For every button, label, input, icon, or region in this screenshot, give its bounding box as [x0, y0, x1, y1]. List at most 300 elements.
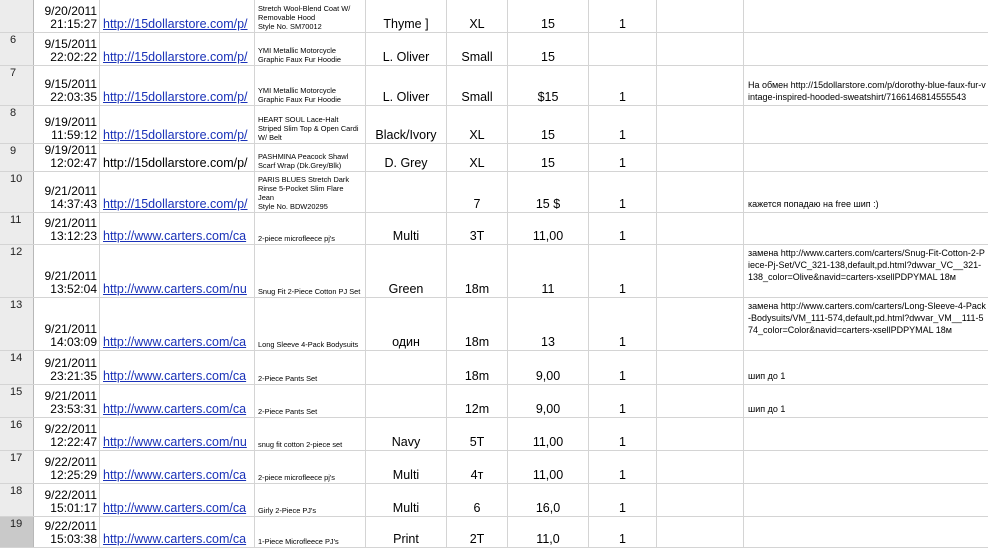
- description-line: 2-piece microfleece pj's: [258, 234, 335, 243]
- empty-cell[interactable]: [657, 172, 744, 212]
- color-text: Print: [393, 532, 419, 546]
- time-text: 22:03:35: [50, 90, 97, 104]
- product-link[interactable]: http://15dollarstore.com/p/: [103, 128, 248, 142]
- size-cell[interactable]: [447, 172, 508, 212]
- price-text: 11: [541, 282, 555, 296]
- description-line: Striped Slim Top & Open Cardi: [258, 124, 359, 133]
- date-text: 9/20/2011: [44, 4, 97, 18]
- row-header[interactable]: [0, 245, 34, 297]
- color-cell[interactable]: [366, 385, 447, 417]
- description-line: Rinse 5-Pocket Slim Flare: [258, 184, 344, 193]
- color-cell[interactable]: [366, 245, 447, 297]
- description-line: Graphic Faux Fur Hoodie: [258, 55, 341, 64]
- quantity-cell[interactable]: [589, 385, 657, 417]
- color-cell[interactable]: [366, 484, 447, 516]
- size-text: 2T: [469, 532, 485, 546]
- row-number: 12: [10, 246, 23, 258]
- timestamp-cell[interactable]: [34, 213, 100, 244]
- product-link[interactable]: http://www.carters.com/ca: [103, 532, 247, 546]
- timestamp-text: [45, 423, 98, 449]
- empty-cell[interactable]: [657, 298, 744, 350]
- description-cell[interactable]: [255, 106, 366, 143]
- timestamp-text: [45, 38, 98, 64]
- empty-cell[interactable]: [657, 484, 744, 516]
- price-cell[interactable]: [508, 298, 589, 350]
- description-cell[interactable]: [255, 66, 366, 105]
- timestamp-cell[interactable]: [34, 0, 100, 32]
- size-cell[interactable]: [447, 213, 508, 244]
- color-text: Multi: [392, 229, 420, 243]
- link-cell[interactable]: [100, 33, 255, 65]
- note-cell[interactable]: [744, 245, 988, 297]
- price-cell[interactable]: [508, 172, 589, 212]
- empty-cell[interactable]: [657, 517, 744, 547]
- description-text: [258, 4, 363, 31]
- size-cell[interactable]: [447, 66, 508, 105]
- row-number: 19: [10, 518, 23, 530]
- price-cell[interactable]: [508, 66, 589, 105]
- table-row: [0, 144, 988, 172]
- timestamp-text: [45, 185, 98, 211]
- row-number: 10: [10, 173, 23, 185]
- empty-cell[interactable]: [657, 351, 744, 384]
- timestamp-cell[interactable]: [34, 385, 100, 417]
- description-line: 1-Piece Microfleece PJ's: [258, 537, 339, 546]
- color-cell[interactable]: [366, 0, 447, 32]
- size-text: 18m: [464, 369, 490, 383]
- size-cell[interactable]: [447, 351, 508, 384]
- timestamp-cell[interactable]: [34, 144, 100, 171]
- description-line: W/ Belt: [258, 133, 282, 142]
- description-line: Removable Hood: [258, 13, 316, 22]
- note-cell[interactable]: [744, 351, 988, 384]
- row-header[interactable]: [0, 33, 34, 65]
- price-text: 11,00: [532, 435, 564, 449]
- color-cell[interactable]: [366, 418, 447, 450]
- price-text: 9,00: [535, 402, 561, 416]
- price-text: 11,0: [536, 532, 560, 546]
- quantity-cell[interactable]: [589, 351, 657, 384]
- description-text: [258, 175, 363, 211]
- price-text: 13: [541, 335, 555, 349]
- description-text: [258, 46, 363, 64]
- empty-cell[interactable]: [657, 451, 744, 483]
- time-text: 12:02:47: [50, 156, 97, 170]
- quantity-cell[interactable]: [589, 172, 657, 212]
- link-cell[interactable]: [100, 213, 255, 244]
- description-cell[interactable]: [255, 484, 366, 516]
- description-text: [258, 287, 363, 296]
- price-text: $15: [537, 90, 559, 104]
- note-cell[interactable]: [744, 213, 988, 244]
- link-cell[interactable]: [100, 517, 255, 547]
- color-text: Navy: [391, 435, 421, 449]
- row-number: 7: [10, 67, 17, 79]
- timestamp-text: [45, 78, 98, 104]
- date-text: 9/22/2011: [44, 488, 97, 502]
- description-text: [258, 440, 363, 449]
- row-header[interactable]: [0, 418, 34, 450]
- quantity-cell[interactable]: [589, 144, 657, 171]
- note-text: кажется попадаю на free шип :): [748, 199, 879, 209]
- description-cell[interactable]: [255, 418, 366, 450]
- color-cell[interactable]: [366, 213, 447, 244]
- timestamp-text: [45, 217, 98, 243]
- date-text: 9/22/2011: [44, 422, 97, 436]
- quantity-text: 1: [619, 90, 626, 104]
- price-text: 15: [541, 50, 555, 64]
- timestamp-text: [45, 5, 98, 31]
- price-text: 16,0: [535, 501, 561, 515]
- note-text: замена http://www.carters.com/carters/Long-Sleeve-4-Pack-Bodysuits/VM_111-574,default,pd.html?dwvar_VM__111-574_color=Color&navid=carters-xsellPDPYMAL 18м: [748, 301, 986, 335]
- date-text: 9/21/2011: [44, 356, 97, 370]
- row-header[interactable]: [0, 351, 34, 384]
- size-text: 4т: [470, 468, 484, 482]
- description-line: YMI Metallic Motorcycle: [258, 46, 337, 55]
- description-line: Girly 2-Piece PJ's: [258, 506, 317, 515]
- description-line: HEART SOUL Lace-Halt: [258, 115, 339, 124]
- color-cell[interactable]: [366, 144, 447, 171]
- size-text: XL: [469, 17, 485, 31]
- table-row: [0, 418, 988, 451]
- product-link[interactable]: http://15dollarstore.com/p/: [103, 50, 248, 64]
- row-header[interactable]: [0, 484, 34, 516]
- note-cell[interactable]: [744, 106, 988, 143]
- color-text: D. Grey: [384, 156, 428, 170]
- quantity-cell[interactable]: [589, 106, 657, 143]
- size-cell[interactable]: [447, 245, 508, 297]
- price-text: 15: [541, 17, 555, 31]
- empty-cell[interactable]: [657, 245, 744, 297]
- price-cell[interactable]: [508, 0, 589, 32]
- description-line: Jean: [258, 193, 275, 202]
- quantity-text: 1: [619, 369, 626, 383]
- product-link[interactable]: http://www.carters.com/nu: [103, 435, 247, 449]
- timestamp-cell[interactable]: [34, 517, 100, 547]
- time-text: 15:01:17: [50, 501, 97, 515]
- quantity-text: 1: [619, 435, 626, 449]
- price-cell[interactable]: [508, 451, 589, 483]
- size-text: Small: [461, 90, 493, 104]
- quantity-cell[interactable]: [589, 213, 657, 244]
- size-text: 5T: [469, 435, 485, 449]
- row-number: 15: [10, 386, 23, 398]
- product-link[interactable]: http://15dollarstore.com/p/: [103, 197, 248, 211]
- description-text: [258, 340, 363, 349]
- product-link[interactable]: http://www.carters.com/ca: [103, 402, 247, 416]
- row-number: 9: [10, 145, 17, 157]
- description-line: Stretch Wool-Blend Coat W/: [258, 4, 351, 13]
- link-cell[interactable]: [100, 451, 255, 483]
- empty-cell[interactable]: [657, 144, 744, 171]
- quantity-text: 1: [619, 128, 626, 142]
- quantity-cell[interactable]: [589, 0, 657, 32]
- color-cell[interactable]: [366, 66, 447, 105]
- size-text: XL: [469, 128, 485, 142]
- product-link[interactable]: http://15dollarstore.com/p/: [103, 156, 248, 170]
- price-cell[interactable]: [508, 106, 589, 143]
- link-cell[interactable]: [100, 484, 255, 516]
- description-cell[interactable]: [255, 298, 366, 350]
- table-row: [0, 484, 988, 517]
- quantity-cell[interactable]: [589, 484, 657, 516]
- empty-cell[interactable]: [657, 418, 744, 450]
- date-text: 9/19/2011: [44, 144, 97, 157]
- empty-cell[interactable]: [657, 106, 744, 143]
- row-header[interactable]: [0, 385, 34, 417]
- note-cell[interactable]: [744, 484, 988, 516]
- row-number: 17: [10, 452, 23, 464]
- price-text: 9,00: [535, 369, 561, 383]
- price-cell[interactable]: [508, 517, 589, 547]
- description-cell[interactable]: [255, 245, 366, 297]
- table-row: [0, 351, 988, 385]
- price-text: 15 $: [535, 197, 561, 211]
- link-cell[interactable]: [100, 351, 255, 384]
- product-link[interactable]: http://www.carters.com/ca: [103, 229, 247, 243]
- date-text: 9/21/2011: [44, 269, 97, 283]
- description-text: [258, 152, 363, 170]
- description-cell[interactable]: [255, 517, 366, 547]
- description-text: [258, 473, 363, 482]
- description-text: [258, 506, 363, 515]
- quantity-text: 1: [619, 17, 626, 31]
- timestamp-cell[interactable]: [34, 298, 100, 350]
- time-text: 21:15:27: [50, 17, 97, 31]
- description-line: 2-Piece Pants Set: [258, 407, 318, 416]
- description-line: PASHMINA Peacock Shawl: [258, 152, 349, 161]
- description-cell[interactable]: [255, 385, 366, 417]
- empty-cell[interactable]: [657, 213, 744, 244]
- description-cell[interactable]: [255, 33, 366, 65]
- row-header[interactable]: [0, 517, 34, 547]
- timestamp-cell[interactable]: [34, 418, 100, 450]
- price-cell[interactable]: [508, 484, 589, 516]
- price-cell[interactable]: [508, 385, 589, 417]
- price-cell[interactable]: [508, 33, 589, 65]
- link-cell[interactable]: [100, 418, 255, 450]
- color-cell[interactable]: [366, 298, 447, 350]
- note-cell[interactable]: [744, 172, 988, 212]
- product-link[interactable]: http://www.carters.com/ca: [103, 335, 247, 349]
- color-cell[interactable]: [366, 351, 447, 384]
- timestamp-text: [45, 489, 98, 515]
- quantity-text: 1: [619, 468, 626, 482]
- size-cell[interactable]: [447, 385, 508, 417]
- time-text: 15:03:38: [50, 532, 97, 546]
- timestamp-cell[interactable]: [34, 33, 100, 65]
- timestamp-cell[interactable]: [34, 351, 100, 384]
- quantity-text: 1: [619, 197, 626, 211]
- timestamp-cell[interactable]: [34, 172, 100, 212]
- note-cell[interactable]: [744, 385, 988, 417]
- note-cell[interactable]: [744, 144, 988, 171]
- color-text: Multi: [392, 468, 420, 482]
- color-cell[interactable]: [366, 451, 447, 483]
- price-cell[interactable]: [508, 351, 589, 384]
- description-line: Long Sleeve 4-Pack Bodysuits: [258, 340, 359, 349]
- quantity-cell[interactable]: [589, 245, 657, 297]
- description-text: [258, 234, 363, 243]
- product-link[interactable]: http://15dollarstore.com/p/: [103, 90, 248, 104]
- timestamp-cell[interactable]: [34, 245, 100, 297]
- size-cell[interactable]: [447, 144, 508, 171]
- table-row: [0, 451, 988, 484]
- quantity-text: 1: [619, 402, 626, 416]
- link-cell[interactable]: [100, 106, 255, 143]
- size-text: 18m: [464, 335, 490, 349]
- empty-cell[interactable]: [657, 66, 744, 105]
- size-cell[interactable]: [447, 33, 508, 65]
- time-text: 13:52:04: [50, 282, 97, 296]
- color-cell[interactable]: [366, 172, 447, 212]
- note-cell[interactable]: [744, 33, 988, 65]
- price-cell[interactable]: [508, 245, 589, 297]
- description-cell[interactable]: [255, 144, 366, 171]
- quantity-cell[interactable]: [589, 33, 657, 65]
- time-text: 12:25:29: [50, 468, 97, 482]
- quantity-cell[interactable]: [589, 418, 657, 450]
- note-text: шип до 1: [748, 371, 786, 381]
- row-header[interactable]: [0, 106, 34, 143]
- product-link[interactable]: http://www.carters.com/ca: [103, 468, 247, 482]
- note-text: На обмен http://15dollarstore.com/p/dorothy-blue-faux-fur-vintage-inspired-hooded-sweatshirt/7166146814555543: [748, 80, 986, 102]
- row-header[interactable]: [0, 0, 34, 32]
- timestamp-cell[interactable]: [34, 484, 100, 516]
- link-cell[interactable]: [100, 245, 255, 297]
- note-cell[interactable]: [744, 66, 988, 105]
- timestamp-text: [45, 270, 98, 296]
- description-line: Graphic Faux Fur Hoodie: [258, 95, 341, 104]
- size-cell[interactable]: [447, 418, 508, 450]
- row-number: 18: [10, 485, 23, 497]
- color-cell[interactable]: [366, 106, 447, 143]
- timestamp-cell[interactable]: [34, 106, 100, 143]
- description-line: YMI Metallic Motorcycle: [258, 86, 337, 95]
- row-header[interactable]: [0, 172, 34, 212]
- table-row: [0, 298, 988, 351]
- price-cell[interactable]: [508, 213, 589, 244]
- description-line: Scarf Wrap (Dk.Grey/Blk): [258, 161, 342, 170]
- product-link[interactable]: http://www.carters.com/ca: [103, 501, 247, 515]
- timestamp-text: [45, 323, 98, 349]
- table-row: [0, 0, 988, 33]
- size-cell[interactable]: [447, 451, 508, 483]
- empty-cell[interactable]: [657, 385, 744, 417]
- size-cell[interactable]: [447, 484, 508, 516]
- note-cell[interactable]: [744, 298, 988, 350]
- color-text: Thyme ]: [383, 17, 429, 31]
- product-link[interactable]: http://www.carters.com/nu: [103, 282, 247, 296]
- quantity-text: 1: [619, 501, 626, 515]
- price-text: 11,00: [532, 229, 564, 243]
- note-cell[interactable]: [744, 451, 988, 483]
- size-cell[interactable]: [447, 298, 508, 350]
- row-header[interactable]: [0, 66, 34, 105]
- color-cell[interactable]: [366, 33, 447, 65]
- time-text: 12:22:47: [50, 435, 97, 449]
- size-cell[interactable]: [447, 106, 508, 143]
- date-text: 9/21/2011: [44, 216, 97, 230]
- note-text: замена http://www.carters.com/carters/Snug-Fit-Cotton-2-Piece-Pj-Set/VC_321-138,default,pd.html?dwvar_VC__321-138_color=Olive&navid=carters-xsellPDPYMAL 18м: [748, 248, 985, 282]
- size-cell[interactable]: [447, 517, 508, 547]
- description-text: [258, 407, 363, 416]
- price-cell[interactable]: [508, 144, 589, 171]
- link-cell[interactable]: [100, 298, 255, 350]
- note-cell[interactable]: [744, 517, 988, 547]
- product-link[interactable]: http://www.carters.com/ca: [103, 369, 247, 383]
- link-cell[interactable]: [100, 385, 255, 417]
- price-cell[interactable]: [508, 418, 589, 450]
- description-line: Snug Fit 2-Piece Cotton PJ Set: [258, 287, 361, 296]
- size-text: 3T: [469, 229, 485, 243]
- time-text: 11:59:12: [51, 128, 97, 142]
- size-text: XL: [469, 156, 485, 170]
- quantity-cell[interactable]: [589, 66, 657, 105]
- date-text: 9/15/2011: [44, 77, 97, 91]
- quantity-cell[interactable]: [589, 298, 657, 350]
- row-header[interactable]: [0, 451, 34, 483]
- description-line: 2-Piece Pants Set: [258, 374, 318, 383]
- row-number: 13: [10, 299, 23, 311]
- link-cell[interactable]: [100, 172, 255, 212]
- timestamp-cell[interactable]: [34, 66, 100, 105]
- description-cell[interactable]: [255, 0, 366, 32]
- empty-cell[interactable]: [657, 0, 744, 32]
- size-text: 12m: [464, 402, 490, 416]
- timestamp-cell[interactable]: [34, 451, 100, 483]
- link-cell[interactable]: [100, 66, 255, 105]
- size-cell[interactable]: [447, 0, 508, 32]
- price-text: 11,00: [532, 468, 564, 482]
- description-cell[interactable]: [255, 213, 366, 244]
- color-text: Green: [388, 282, 424, 296]
- time-text: 23:21:35: [50, 369, 97, 383]
- quantity-text: 1: [619, 532, 626, 546]
- product-link[interactable]: http://15dollarstore.com/p/: [103, 17, 248, 31]
- description-text: [258, 86, 363, 104]
- note-cell[interactable]: [744, 0, 988, 32]
- empty-cell[interactable]: [657, 33, 744, 65]
- description-cell[interactable]: [255, 172, 366, 212]
- size-text: 6: [473, 501, 481, 515]
- time-text: 23:53:31: [50, 402, 97, 416]
- color-text: L. Oliver: [382, 90, 430, 104]
- row-header[interactable]: [0, 298, 34, 350]
- note-cell[interactable]: [744, 418, 988, 450]
- table-row: [0, 213, 988, 245]
- description-cell[interactable]: [255, 451, 366, 483]
- date-text: 9/21/2011: [44, 184, 97, 198]
- link-cell[interactable]: [100, 0, 255, 32]
- timestamp-text: [45, 357, 98, 383]
- link-cell[interactable]: [100, 144, 255, 171]
- time-text: 22:02:22: [50, 50, 97, 64]
- quantity-text: 1: [619, 156, 626, 170]
- description-text: [258, 374, 363, 383]
- date-text: 9/22/2011: [44, 519, 97, 533]
- time-text: 13:12:23: [50, 229, 97, 243]
- description-cell[interactable]: [255, 351, 366, 384]
- time-text: 14:03:09: [50, 335, 97, 349]
- date-text: 9/15/2011: [44, 37, 97, 51]
- row-header[interactable]: [0, 144, 34, 171]
- color-cell[interactable]: [366, 517, 447, 547]
- row-header[interactable]: [0, 213, 34, 244]
- quantity-cell[interactable]: [589, 451, 657, 483]
- date-text: 9/19/2011: [44, 115, 97, 129]
- quantity-cell[interactable]: [589, 517, 657, 547]
